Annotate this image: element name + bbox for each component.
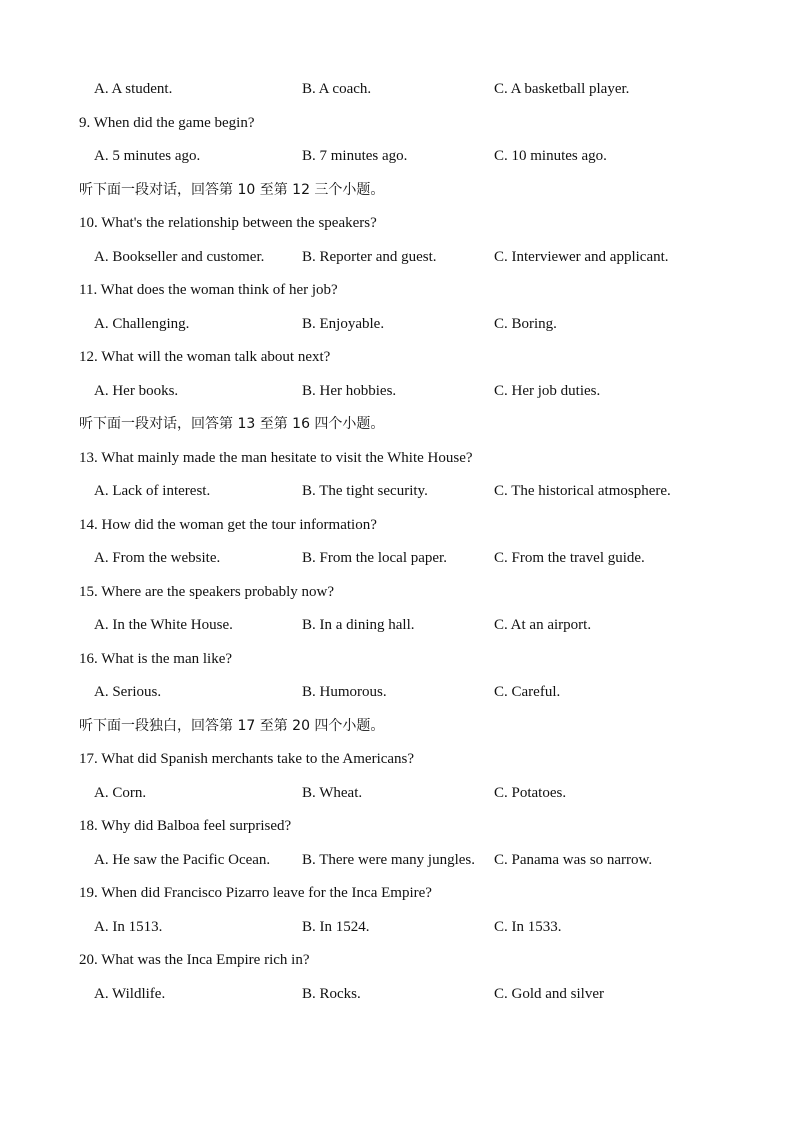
option-c: C. 10 minutes ago. (494, 148, 607, 164)
option-c: C. Potatoes. (494, 784, 567, 801)
options-row (0, 73, 794, 107)
options-row (0, 241, 794, 275)
options-row (0, 676, 794, 710)
question-text: 17. What did Spanish merchants take to the Americans? (79, 751, 415, 767)
option-c: C. Careful. (494, 684, 561, 700)
options-row (0, 609, 794, 643)
options-row (0, 777, 794, 811)
option-b: B. In a dining hall. (302, 617, 415, 633)
options-row (0, 911, 794, 945)
option-a: A. Corn. (94, 784, 147, 801)
option-b: B. Her hobbies. (302, 382, 397, 399)
options-row (0, 308, 794, 342)
option-c: C. The historical atmosphere. (494, 483, 671, 499)
option-a: A. Serious. (94, 684, 162, 700)
option-a: A. Bookseller and customer. (94, 248, 265, 265)
exam-page (0, 73, 794, 1011)
option-c: C. Gold and silver (494, 985, 604, 1002)
question-text: 13. What mainly made the man hesitate to visit the White House? (79, 449, 473, 466)
question-text: 10. What's the relationship between the speakers? (79, 215, 377, 231)
option-a: A. In 1513. (94, 918, 163, 935)
section-instruction: 听下面一段对话，回答第 10 至第 12 三个小题。 (79, 181, 385, 198)
option-c: C. In 1533. (494, 918, 562, 935)
question-text: 18. Why did Balboa feel surprised? (79, 818, 292, 834)
option-a: A. From the website. (94, 550, 221, 566)
options-row (0, 542, 794, 576)
option-b: B. A coach. (302, 81, 372, 97)
option-a: A. In the White House. (94, 617, 233, 633)
option-a: A. Lack of interest. (94, 483, 211, 499)
options-row (0, 844, 794, 878)
option-b: B. There were many jungles. (302, 851, 476, 868)
option-c: C. From the travel guide. (494, 550, 645, 566)
question-text: 9. When did the game begin? (79, 114, 255, 131)
question-text: 11. What does the woman think of her job? (79, 282, 338, 298)
option-b: B. Enjoyable. (302, 315, 385, 332)
option-c: C. Her job duties. (494, 382, 601, 399)
option-a: A. Challenging. (94, 315, 190, 332)
option-a: A. 5 minutes ago. (94, 148, 201, 164)
section-instruction: 听下面一段对话，回答第 13 至第 16 四个小题。 (79, 416, 385, 432)
question-text: 20. What was the Inca Empire rich in? (79, 952, 310, 968)
option-b: B. The tight security. (302, 483, 428, 499)
option-b: B. Wheat. (302, 784, 363, 801)
option-a: A. A student. (94, 81, 173, 97)
option-b: B. Reporter and guest. (302, 248, 437, 265)
option-c: C. A basketball player. (494, 81, 630, 97)
option-a: A. Wildlife. (94, 985, 166, 1002)
option-b: B. Rocks. (302, 985, 361, 1002)
option-a: A. He saw the Pacific Ocean. (94, 851, 271, 868)
option-c: C. Boring. (494, 315, 557, 332)
options-row (0, 978, 794, 1012)
option-a: A. Her books. (94, 382, 179, 399)
option-b: B. In 1524. (302, 918, 370, 935)
option-c: C. Interviewer and applicant. (494, 248, 669, 265)
options-row (0, 375, 794, 409)
question-text: 19. When did Francisco Pizarro leave for the Inca Empire? (79, 885, 432, 901)
options-row (0, 140, 794, 174)
option-b: B. From the local paper. (302, 550, 447, 566)
option-c: C. At an airport. (494, 617, 592, 633)
option-b: B. 7 minutes ago. (302, 148, 408, 164)
question-text: 14. How did the woman get the tour information? (79, 516, 377, 533)
question-text: 15. Where are the speakers probably now? (79, 583, 335, 600)
option-b: B. Humorous. (302, 684, 387, 700)
section-instruction: 听下面一段独白，回答第 17 至第 20 四个小题。 (79, 717, 385, 734)
question-text: 16. What is the man like? (79, 650, 233, 667)
question-text: 12. What will the woman talk about next? (79, 349, 331, 365)
options-row (0, 475, 794, 509)
option-c: C. Panama was so narrow. (494, 851, 653, 868)
